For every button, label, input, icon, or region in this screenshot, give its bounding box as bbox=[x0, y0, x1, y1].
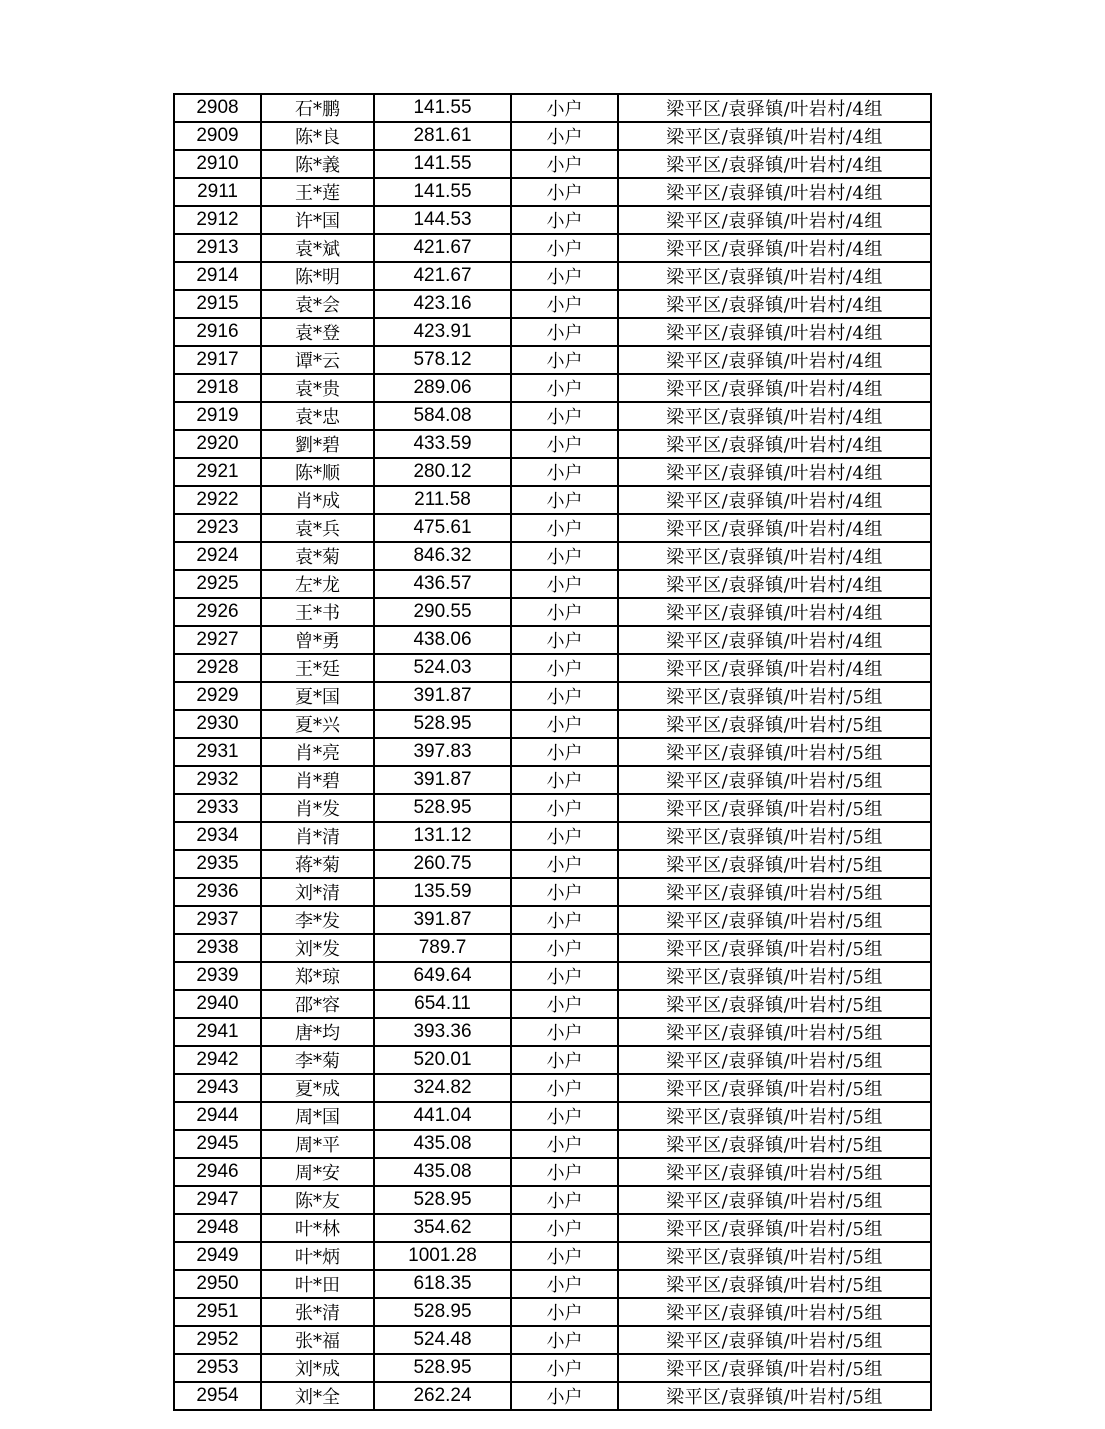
cell-address: 梁平区/袁驿镇/叶岩村/5组 bbox=[618, 1298, 931, 1326]
cell-record-id: 2914 bbox=[174, 262, 261, 290]
cell-name: 邵*容 bbox=[261, 990, 374, 1018]
cell-name: 肖*亮 bbox=[261, 738, 374, 766]
cell-value: 789.7 bbox=[374, 934, 511, 962]
cell-address: 梁平区/袁驿镇/叶岩村/5组 bbox=[618, 766, 931, 794]
cell-record-id: 2940 bbox=[174, 990, 261, 1018]
cell-name: 王*书 bbox=[261, 598, 374, 626]
table-row bbox=[174, 626, 931, 654]
cell-name: 左*龙 bbox=[261, 570, 374, 598]
cell-address: 梁平区/袁驿镇/叶岩村/5组 bbox=[618, 1214, 931, 1242]
cell-household-type: 小户 bbox=[511, 822, 618, 850]
cell-value: 618.35 bbox=[374, 1270, 511, 1298]
table-row bbox=[174, 206, 931, 234]
cell-record-id: 2935 bbox=[174, 850, 261, 878]
cell-value: 421.67 bbox=[374, 234, 511, 262]
table-row bbox=[174, 598, 931, 626]
cell-name: 王*莲 bbox=[261, 178, 374, 206]
cell-address: 梁平区/袁驿镇/叶岩村/4组 bbox=[618, 234, 931, 262]
cell-household-type: 小户 bbox=[511, 206, 618, 234]
cell-value: 1001.28 bbox=[374, 1242, 511, 1270]
cell-name: 陈*義 bbox=[261, 150, 374, 178]
cell-name: 袁*兵 bbox=[261, 514, 374, 542]
cell-value: 262.24 bbox=[374, 1382, 511, 1410]
cell-name: 石*鹏 bbox=[261, 94, 374, 122]
cell-value: 289.06 bbox=[374, 374, 511, 402]
table-row bbox=[174, 990, 931, 1018]
cell-household-type: 小户 bbox=[511, 1074, 618, 1102]
cell-household-type: 小户 bbox=[511, 1214, 618, 1242]
table-row bbox=[174, 1018, 931, 1046]
cell-value: 141.55 bbox=[374, 94, 511, 122]
cell-household-type: 小户 bbox=[511, 626, 618, 654]
cell-household-type: 小户 bbox=[511, 150, 618, 178]
cell-name: 周*平 bbox=[261, 1130, 374, 1158]
table-row bbox=[174, 1270, 931, 1298]
cell-address: 梁平区/袁驿镇/叶岩村/4组 bbox=[618, 290, 931, 318]
cell-name: 蒋*菊 bbox=[261, 850, 374, 878]
cell-value: 421.67 bbox=[374, 262, 511, 290]
cell-record-id: 2924 bbox=[174, 542, 261, 570]
cell-household-type: 小户 bbox=[511, 990, 618, 1018]
table-row bbox=[174, 1102, 931, 1130]
cell-value: 141.55 bbox=[374, 178, 511, 206]
cell-address: 梁平区/袁驿镇/叶岩村/5组 bbox=[618, 1130, 931, 1158]
cell-name: 李*菊 bbox=[261, 1046, 374, 1074]
cell-name: 张*清 bbox=[261, 1298, 374, 1326]
cell-household-type: 小户 bbox=[511, 122, 618, 150]
cell-record-id: 2925 bbox=[174, 570, 261, 598]
cell-record-id: 2953 bbox=[174, 1354, 261, 1382]
cell-value: 475.61 bbox=[374, 514, 511, 542]
cell-record-id: 2909 bbox=[174, 122, 261, 150]
cell-household-type: 小户 bbox=[511, 1158, 618, 1186]
table-row bbox=[174, 1326, 931, 1354]
cell-household-type: 小户 bbox=[511, 486, 618, 514]
cell-household-type: 小户 bbox=[511, 374, 618, 402]
cell-record-id: 2944 bbox=[174, 1102, 261, 1130]
cell-household-type: 小户 bbox=[511, 1046, 618, 1074]
records-table bbox=[173, 93, 932, 1411]
cell-record-id: 2934 bbox=[174, 822, 261, 850]
cell-address: 梁平区/袁驿镇/叶岩村/5组 bbox=[618, 1046, 931, 1074]
cell-address: 梁平区/袁驿镇/叶岩村/5组 bbox=[618, 794, 931, 822]
records-table-body bbox=[174, 94, 931, 1410]
cell-record-id: 2950 bbox=[174, 1270, 261, 1298]
cell-value: 281.61 bbox=[374, 122, 511, 150]
cell-value: 578.12 bbox=[374, 346, 511, 374]
cell-household-type: 小户 bbox=[511, 1382, 618, 1410]
cell-value: 423.91 bbox=[374, 318, 511, 346]
table-row bbox=[174, 94, 931, 122]
cell-name: 郑*琼 bbox=[261, 962, 374, 990]
cell-name: 夏*成 bbox=[261, 1074, 374, 1102]
table-row bbox=[174, 1298, 931, 1326]
cell-household-type: 小户 bbox=[511, 178, 618, 206]
cell-household-type: 小户 bbox=[511, 878, 618, 906]
table-row bbox=[174, 1046, 931, 1074]
cell-household-type: 小户 bbox=[511, 1018, 618, 1046]
cell-name: 袁*忠 bbox=[261, 402, 374, 430]
table-row bbox=[174, 906, 931, 934]
cell-value: 524.03 bbox=[374, 654, 511, 682]
cell-address: 梁平区/袁驿镇/叶岩村/5组 bbox=[618, 710, 931, 738]
cell-name: 王*廷 bbox=[261, 654, 374, 682]
table-row bbox=[174, 1382, 931, 1410]
cell-name: 刘*全 bbox=[261, 1382, 374, 1410]
table-row bbox=[174, 1214, 931, 1242]
cell-value: 290.55 bbox=[374, 598, 511, 626]
cell-address: 梁平区/袁驿镇/叶岩村/4组 bbox=[618, 262, 931, 290]
table-row bbox=[174, 654, 931, 682]
cell-record-id: 2948 bbox=[174, 1214, 261, 1242]
cell-name: 肖*发 bbox=[261, 794, 374, 822]
cell-name: 袁*贵 bbox=[261, 374, 374, 402]
cell-name: 袁*菊 bbox=[261, 542, 374, 570]
cell-household-type: 小户 bbox=[511, 262, 618, 290]
cell-name: 许*国 bbox=[261, 206, 374, 234]
cell-name: 肖*成 bbox=[261, 486, 374, 514]
cell-name: 陈*明 bbox=[261, 262, 374, 290]
table-row bbox=[174, 122, 931, 150]
cell-record-id: 2926 bbox=[174, 598, 261, 626]
cell-address: 梁平区/袁驿镇/叶岩村/4组 bbox=[618, 346, 931, 374]
cell-household-type: 小户 bbox=[511, 1242, 618, 1270]
cell-household-type: 小户 bbox=[511, 402, 618, 430]
cell-record-id: 2946 bbox=[174, 1158, 261, 1186]
cell-record-id: 2918 bbox=[174, 374, 261, 402]
cell-value: 654.11 bbox=[374, 990, 511, 1018]
cell-record-id: 2911 bbox=[174, 178, 261, 206]
cell-value: 391.87 bbox=[374, 766, 511, 794]
table-row bbox=[174, 262, 931, 290]
cell-household-type: 小户 bbox=[511, 1186, 618, 1214]
cell-record-id: 2952 bbox=[174, 1326, 261, 1354]
table-row bbox=[174, 542, 931, 570]
cell-name: 刘*清 bbox=[261, 878, 374, 906]
table-row bbox=[174, 402, 931, 430]
cell-name: 陈*良 bbox=[261, 122, 374, 150]
cell-value: 135.59 bbox=[374, 878, 511, 906]
cell-household-type: 小户 bbox=[511, 542, 618, 570]
cell-record-id: 2920 bbox=[174, 430, 261, 458]
cell-address: 梁平区/袁驿镇/叶岩村/4组 bbox=[618, 626, 931, 654]
cell-value: 438.06 bbox=[374, 626, 511, 654]
cell-address: 梁平区/袁驿镇/叶岩村/5组 bbox=[618, 1270, 931, 1298]
cell-record-id: 2951 bbox=[174, 1298, 261, 1326]
cell-address: 梁平区/袁驿镇/叶岩村/5组 bbox=[618, 962, 931, 990]
cell-address: 梁平区/袁驿镇/叶岩村/4组 bbox=[618, 402, 931, 430]
cell-name: 袁*斌 bbox=[261, 234, 374, 262]
cell-name: 陈*顺 bbox=[261, 458, 374, 486]
cell-value: 435.08 bbox=[374, 1158, 511, 1186]
table-row bbox=[174, 318, 931, 346]
cell-address: 梁平区/袁驿镇/叶岩村/5组 bbox=[618, 934, 931, 962]
cell-household-type: 小户 bbox=[511, 234, 618, 262]
cell-record-id: 2929 bbox=[174, 682, 261, 710]
cell-address: 梁平区/袁驿镇/叶岩村/5组 bbox=[618, 1382, 931, 1410]
cell-record-id: 2932 bbox=[174, 766, 261, 794]
cell-address: 梁平区/袁驿镇/叶岩村/5组 bbox=[618, 1242, 931, 1270]
cell-record-id: 2930 bbox=[174, 710, 261, 738]
table-row bbox=[174, 514, 931, 542]
table-row bbox=[174, 1074, 931, 1102]
cell-record-id: 2912 bbox=[174, 206, 261, 234]
cell-value: 528.95 bbox=[374, 1186, 511, 1214]
cell-value: 141.55 bbox=[374, 150, 511, 178]
cell-name: 夏*兴 bbox=[261, 710, 374, 738]
cell-name: 袁*登 bbox=[261, 318, 374, 346]
cell-value: 354.62 bbox=[374, 1214, 511, 1242]
cell-address: 梁平区/袁驿镇/叶岩村/4组 bbox=[618, 94, 931, 122]
table-row bbox=[174, 290, 931, 318]
table-row bbox=[174, 346, 931, 374]
table-row bbox=[174, 878, 931, 906]
cell-address: 梁平区/袁驿镇/叶岩村/5组 bbox=[618, 850, 931, 878]
cell-household-type: 小户 bbox=[511, 1326, 618, 1354]
cell-name: 袁*会 bbox=[261, 290, 374, 318]
table-row bbox=[174, 458, 931, 486]
table-row bbox=[174, 794, 931, 822]
cell-record-id: 2921 bbox=[174, 458, 261, 486]
cell-name: 叶*田 bbox=[261, 1270, 374, 1298]
table-row bbox=[174, 1242, 931, 1270]
cell-record-id: 2945 bbox=[174, 1130, 261, 1158]
cell-value: 433.59 bbox=[374, 430, 511, 458]
cell-address: 梁平区/袁驿镇/叶岩村/4组 bbox=[618, 486, 931, 514]
cell-value: 528.95 bbox=[374, 794, 511, 822]
cell-address: 梁平区/袁驿镇/叶岩村/5组 bbox=[618, 878, 931, 906]
cell-address: 梁平区/袁驿镇/叶岩村/4组 bbox=[618, 206, 931, 234]
cell-record-id: 2917 bbox=[174, 346, 261, 374]
cell-household-type: 小户 bbox=[511, 598, 618, 626]
cell-household-type: 小户 bbox=[511, 962, 618, 990]
cell-value: 436.57 bbox=[374, 570, 511, 598]
cell-household-type: 小户 bbox=[511, 430, 618, 458]
cell-address: 梁平区/袁驿镇/叶岩村/4组 bbox=[618, 458, 931, 486]
cell-record-id: 2923 bbox=[174, 514, 261, 542]
table-row bbox=[174, 234, 931, 262]
table-row bbox=[174, 738, 931, 766]
table-row bbox=[174, 430, 931, 458]
cell-address: 梁平区/袁驿镇/叶岩村/4组 bbox=[618, 318, 931, 346]
table-row bbox=[174, 1130, 931, 1158]
cell-record-id: 2939 bbox=[174, 962, 261, 990]
cell-name: 周*国 bbox=[261, 1102, 374, 1130]
cell-address: 梁平区/袁驿镇/叶岩村/5组 bbox=[618, 1158, 931, 1186]
cell-address: 梁平区/袁驿镇/叶岩村/5组 bbox=[618, 1354, 931, 1382]
cell-household-type: 小户 bbox=[511, 850, 618, 878]
cell-address: 梁平区/袁驿镇/叶岩村/5组 bbox=[618, 1074, 931, 1102]
cell-name: 唐*均 bbox=[261, 1018, 374, 1046]
cell-household-type: 小户 bbox=[511, 934, 618, 962]
cell-value: 280.12 bbox=[374, 458, 511, 486]
cell-household-type: 小户 bbox=[511, 906, 618, 934]
cell-record-id: 2913 bbox=[174, 234, 261, 262]
cell-record-id: 2922 bbox=[174, 486, 261, 514]
cell-value: 397.83 bbox=[374, 738, 511, 766]
cell-value: 520.01 bbox=[374, 1046, 511, 1074]
cell-value: 391.87 bbox=[374, 682, 511, 710]
table-row bbox=[174, 178, 931, 206]
cell-name: 肖*碧 bbox=[261, 766, 374, 794]
cell-name: 刘*成 bbox=[261, 1354, 374, 1382]
cell-record-id: 2936 bbox=[174, 878, 261, 906]
cell-address: 梁平区/袁驿镇/叶岩村/4组 bbox=[618, 178, 931, 206]
cell-name: 周*安 bbox=[261, 1158, 374, 1186]
cell-address: 梁平区/袁驿镇/叶岩村/5组 bbox=[618, 906, 931, 934]
cell-value: 324.82 bbox=[374, 1074, 511, 1102]
table-row bbox=[174, 934, 931, 962]
cell-household-type: 小户 bbox=[511, 1130, 618, 1158]
cell-value: 435.08 bbox=[374, 1130, 511, 1158]
cell-household-type: 小户 bbox=[511, 1270, 618, 1298]
cell-name: 叶*林 bbox=[261, 1214, 374, 1242]
cell-record-id: 2954 bbox=[174, 1382, 261, 1410]
cell-address: 梁平区/袁驿镇/叶岩村/4组 bbox=[618, 514, 931, 542]
cell-value: 144.53 bbox=[374, 206, 511, 234]
cell-value: 260.75 bbox=[374, 850, 511, 878]
cell-household-type: 小户 bbox=[511, 794, 618, 822]
cell-name: 曾*勇 bbox=[261, 626, 374, 654]
cell-value: 524.48 bbox=[374, 1326, 511, 1354]
cell-record-id: 2908 bbox=[174, 94, 261, 122]
cell-value: 131.12 bbox=[374, 822, 511, 850]
cell-household-type: 小户 bbox=[511, 682, 618, 710]
cell-name: 肖*清 bbox=[261, 822, 374, 850]
cell-address: 梁平区/袁驿镇/叶岩村/4组 bbox=[618, 122, 931, 150]
cell-address: 梁平区/袁驿镇/叶岩村/4组 bbox=[618, 150, 931, 178]
cell-record-id: 2915 bbox=[174, 290, 261, 318]
cell-household-type: 小户 bbox=[511, 710, 618, 738]
cell-household-type: 小户 bbox=[511, 1298, 618, 1326]
cell-address: 梁平区/袁驿镇/叶岩村/4组 bbox=[618, 598, 931, 626]
cell-record-id: 2938 bbox=[174, 934, 261, 962]
cell-record-id: 2943 bbox=[174, 1074, 261, 1102]
cell-address: 梁平区/袁驿镇/叶岩村/4组 bbox=[618, 430, 931, 458]
cell-name: 劉*碧 bbox=[261, 430, 374, 458]
cell-household-type: 小户 bbox=[511, 94, 618, 122]
cell-value: 649.64 bbox=[374, 962, 511, 990]
cell-household-type: 小户 bbox=[511, 1102, 618, 1130]
cell-address: 梁平区/袁驿镇/叶岩村/4组 bbox=[618, 654, 931, 682]
cell-record-id: 2916 bbox=[174, 318, 261, 346]
cell-record-id: 2937 bbox=[174, 906, 261, 934]
table-row bbox=[174, 1186, 931, 1214]
table-row bbox=[174, 962, 931, 990]
cell-household-type: 小户 bbox=[511, 570, 618, 598]
cell-address: 梁平区/袁驿镇/叶岩村/4组 bbox=[618, 542, 931, 570]
table-row bbox=[174, 570, 931, 598]
cell-household-type: 小户 bbox=[511, 654, 618, 682]
cell-record-id: 2928 bbox=[174, 654, 261, 682]
cell-record-id: 2941 bbox=[174, 1018, 261, 1046]
cell-value: 528.95 bbox=[374, 710, 511, 738]
cell-value: 211.58 bbox=[374, 486, 511, 514]
cell-address: 梁平区/袁驿镇/叶岩村/5组 bbox=[618, 1102, 931, 1130]
cell-record-id: 2933 bbox=[174, 794, 261, 822]
cell-household-type: 小户 bbox=[511, 318, 618, 346]
cell-address: 梁平区/袁驿镇/叶岩村/5组 bbox=[618, 682, 931, 710]
cell-address: 梁平区/袁驿镇/叶岩村/4组 bbox=[618, 374, 931, 402]
cell-value: 441.04 bbox=[374, 1102, 511, 1130]
cell-address: 梁平区/袁驿镇/叶岩村/5组 bbox=[618, 822, 931, 850]
cell-value: 423.16 bbox=[374, 290, 511, 318]
cell-address: 梁平区/袁驿镇/叶岩村/5组 bbox=[618, 1018, 931, 1046]
cell-household-type: 小户 bbox=[511, 458, 618, 486]
cell-address: 梁平区/袁驿镇/叶岩村/5组 bbox=[618, 1186, 931, 1214]
cell-record-id: 2910 bbox=[174, 150, 261, 178]
cell-household-type: 小户 bbox=[511, 766, 618, 794]
cell-name: 谭*云 bbox=[261, 346, 374, 374]
cell-value: 391.87 bbox=[374, 906, 511, 934]
cell-household-type: 小户 bbox=[511, 514, 618, 542]
cell-record-id: 2947 bbox=[174, 1186, 261, 1214]
cell-name: 刘*发 bbox=[261, 934, 374, 962]
cell-name: 李*发 bbox=[261, 906, 374, 934]
cell-record-id: 2931 bbox=[174, 738, 261, 766]
cell-household-type: 小户 bbox=[511, 346, 618, 374]
cell-name: 张*福 bbox=[261, 1326, 374, 1354]
cell-record-id: 2919 bbox=[174, 402, 261, 430]
table-row bbox=[174, 766, 931, 794]
table-row bbox=[174, 486, 931, 514]
cell-record-id: 2927 bbox=[174, 626, 261, 654]
cell-name: 夏*国 bbox=[261, 682, 374, 710]
table-row bbox=[174, 374, 931, 402]
cell-address: 梁平区/袁驿镇/叶岩村/5组 bbox=[618, 1326, 931, 1354]
cell-record-id: 2949 bbox=[174, 1242, 261, 1270]
cell-household-type: 小户 bbox=[511, 290, 618, 318]
cell-name: 陈*友 bbox=[261, 1186, 374, 1214]
table-row bbox=[174, 822, 931, 850]
cell-address: 梁平区/袁驿镇/叶岩村/4组 bbox=[618, 570, 931, 598]
table-row bbox=[174, 850, 931, 878]
table-row bbox=[174, 710, 931, 738]
cell-name: 叶*炳 bbox=[261, 1242, 374, 1270]
cell-household-type: 小户 bbox=[511, 1354, 618, 1382]
cell-address: 梁平区/袁驿镇/叶岩村/5组 bbox=[618, 990, 931, 1018]
table-row bbox=[174, 1158, 931, 1186]
cell-value: 393.36 bbox=[374, 1018, 511, 1046]
cell-value: 528.95 bbox=[374, 1298, 511, 1326]
table-row bbox=[174, 682, 931, 710]
cell-record-id: 2942 bbox=[174, 1046, 261, 1074]
cell-address: 梁平区/袁驿镇/叶岩村/5组 bbox=[618, 738, 931, 766]
cell-value: 584.08 bbox=[374, 402, 511, 430]
cell-household-type: 小户 bbox=[511, 738, 618, 766]
table-row bbox=[174, 1354, 931, 1382]
cell-value: 846.32 bbox=[374, 542, 511, 570]
cell-value: 528.95 bbox=[374, 1354, 511, 1382]
table-row bbox=[174, 150, 931, 178]
